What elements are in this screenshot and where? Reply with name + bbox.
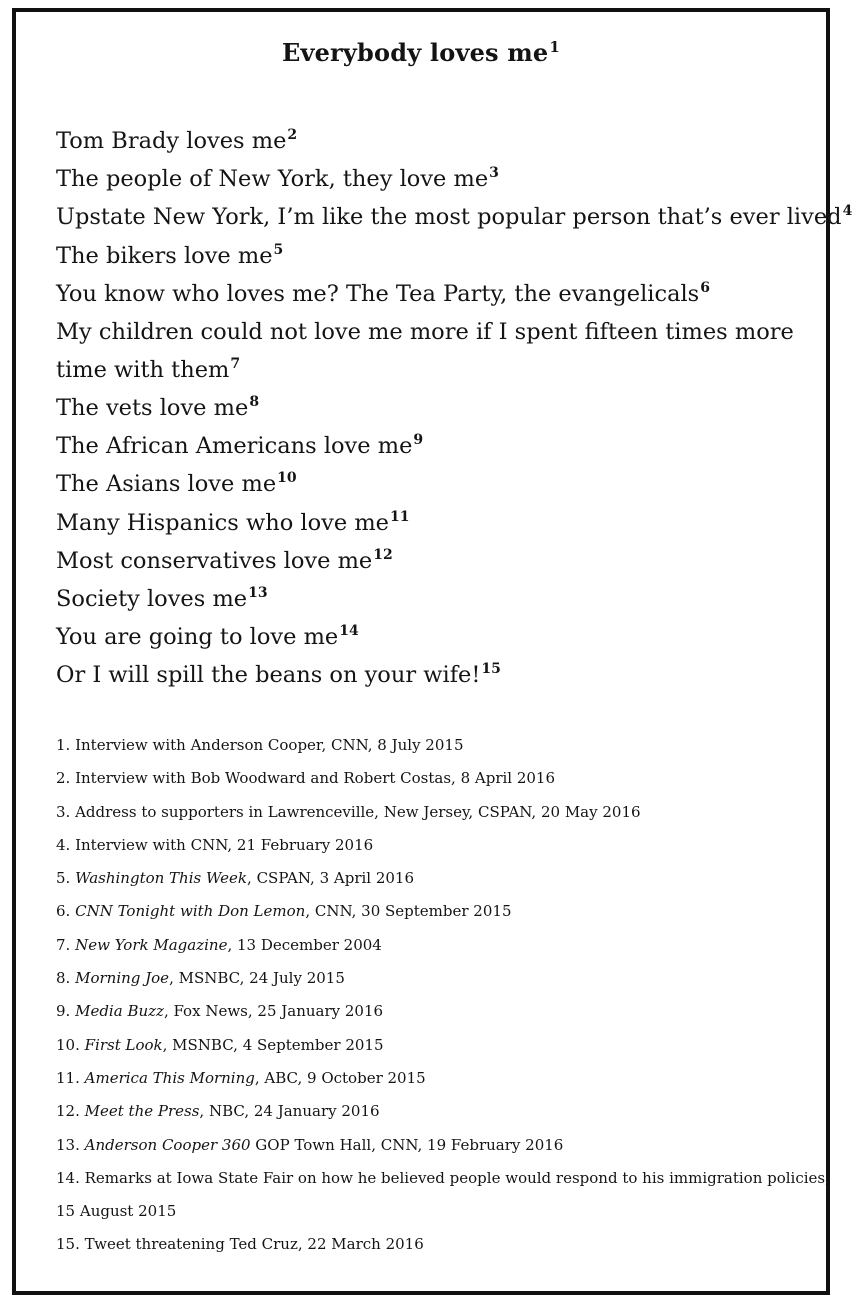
poem-line: The vets love $me^8$ [56,394,260,422]
poem-line: Upstate New York, I’m like the most popular person that’s ever lived$^4$ [56,203,852,231]
footnote-ref: 15 [481,661,501,678]
poem-line: The people of New York, they love $me^3$ [56,165,499,193]
footnote-ref: 12 [373,546,393,563]
footnote-ref: 8 [249,394,260,411]
document-page [12,8,852,1295]
footnote: 6. CNN Tonight with Don Lemon, CNN, 30 September 2015 [56,902,512,921]
footnote: 5. Washington This Week, CSPAN, 3 April 2016 [56,869,415,888]
footnote: 2. Interview with Bob Woodward and Robert Costas, 8 April 2016 [56,769,556,788]
poem-line: Or I will spill the beans on your wife!$^{15}$ [56,661,501,689]
footnote: 11. America This Morning, ABC, 9 October 2015 [56,1068,426,1087]
footnote-ref: 10 [277,470,297,487]
poem-line: The African Americans love $me^9$ [56,432,424,460]
footnote: 10. First Look, MSNBC, 4 September 2015 [56,1035,384,1054]
poem-line: The bikers love $me^5$ [56,241,284,269]
title-text: Everybody loves me [281,38,549,67]
footnote-ref: 2 [287,127,298,143]
poem-lines [56,122,852,695]
footnote-ref: 9 [413,432,424,449]
footnote: 7. New York Magazine, 13 December 2004 [56,935,382,954]
footnote-continuation: 15 August 2015 [56,1202,177,1221]
footnote-ref: 4 [842,203,852,220]
footnote: 1. Interview with Anderson Cooper, CNN, 8 July 2015 [56,736,464,754]
footnote: 13. Anderson Cooper 360 GOP Town Hall, CNN, 19 February 2016 [56,1135,564,1154]
poem-line: Society loves $me^{13}$ [56,585,268,613]
footnote: 8. Morning Joe, MSNBC, 24 July 2015 [56,969,345,988]
title-footnote-ref: 1 [549,38,561,56]
poem-line: Most conservatives love $me^{12}$ [56,546,393,574]
page-title [16,38,826,67]
poem-line: The Asians love $me^{10}$ [56,470,297,498]
footnote-ref: 5 [273,241,284,258]
poem-line: You are going to love $me^{14}$ [56,623,359,651]
footnote: 15. Tweet threatening Ted Cruz, 22 March 2016 [56,1235,424,1254]
footnote-ref: 6 [700,279,710,296]
footnotes [56,729,830,1262]
footnote-ref: 14 [339,623,359,640]
footnote: 4. Interview with CNN, 21 February 2016 [56,835,374,854]
poem-line: Many Hispanics who love $me^{11}$ [56,508,410,536]
footnote-ref: 13 [248,585,268,602]
footnote: 9. Media Buzz, Fox News, 25 January 2016 [56,1002,384,1021]
poem-line: My children could not love me more if I spent fifteen times more time with them$^7$ [56,319,794,384]
poem-line: Tom Brady loves $me^2$ [56,127,298,154]
footnote: 14. Remarks at Iowa State Fair on how he believed people would respond to his immigration policies, [56,1168,830,1187]
footnote-ref: 3 [489,165,499,182]
poem-line: You know who loves me? The Tea Party, the evangelicals$^6$ [56,279,710,307]
footnote-ref: 11 [390,508,410,525]
footnote: 12. Meet the Press, NBC, 24 January 2016 [56,1102,380,1121]
footnote: 3. Address to supporters in Lawrenceville, New Jersey, CSPAN, 20 May 2016 [56,802,641,821]
footnote-ref: 7 [230,356,241,373]
